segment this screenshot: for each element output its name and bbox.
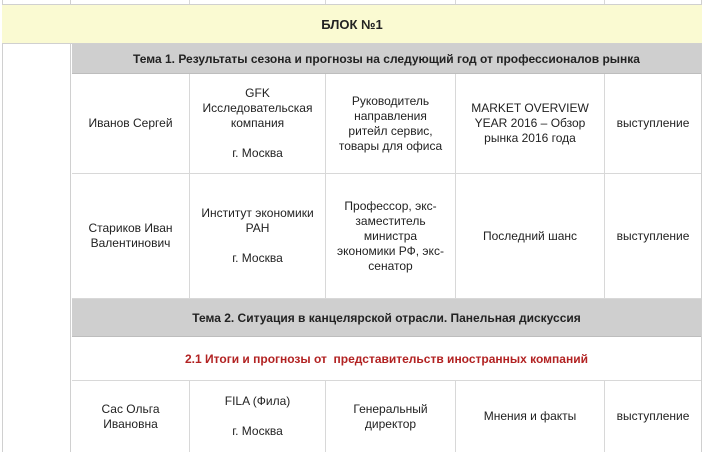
speaker-position	[326, 174, 456, 298]
block-title: БЛОК №1	[321, 16, 383, 32]
speaker-name	[72, 381, 190, 452]
talk-format	[605, 74, 701, 173]
talk-format	[605, 381, 701, 452]
talk-topic-text: MARKET OVERVIEW YEAR 2016 – Обзор рынка 2016 года	[471, 101, 589, 145]
topic-1-title: Тема 1. Результаты сезона и прогнозы на следующий год от профессионалов рынка	[133, 51, 640, 66]
topic-1-header	[72, 44, 701, 74]
right-border	[701, 0, 702, 452]
speaker-organization	[190, 381, 326, 452]
talk-format	[605, 174, 701, 298]
speaker-organization	[190, 174, 326, 298]
table-row	[72, 174, 701, 299]
speaker-organization	[190, 74, 326, 173]
speaker-name-text: Сас Ольга Ивановна	[101, 401, 160, 431]
speaker-position	[326, 381, 456, 452]
position-text: Руководитель направления ритейл сервис, товары для офиса	[338, 93, 443, 153]
speaker-name-text: Иванов Сергей	[88, 116, 173, 130]
talk-format-text: выступление	[616, 228, 690, 243]
city-text: г. Москва	[232, 146, 283, 160]
speaker-name	[72, 74, 190, 173]
topic-2-header	[72, 299, 701, 337]
city-text: г. Москва	[232, 251, 283, 265]
position-text: Генеральный директор	[353, 401, 428, 431]
talk-topic	[456, 74, 605, 173]
position-text: Профессор, экс-заместитель министра экономики РФ, экс-сенатор	[337, 198, 444, 273]
talk-format-text: выступление	[616, 116, 690, 130]
topic-2-subtitle: 2.1 Итоги и прогнозы от представительств иностранных компаний	[185, 351, 588, 366]
topic-2-subheader	[72, 337, 701, 381]
talk-topic-text: Мнения и факты	[483, 409, 577, 423]
talk-topic	[456, 174, 605, 298]
table-row	[72, 381, 701, 452]
left-column	[2, 0, 71, 452]
talk-topic-text: Последний шанс	[482, 228, 577, 243]
organization-text: GFK Исследовательская компания	[202, 86, 313, 130]
organization-text: Институт экономики РАН	[201, 206, 314, 235]
table-row	[72, 74, 701, 174]
organization-text: FILA (Фила)	[224, 394, 291, 408]
topic-2-title: Тема 2. Ситуация в канцелярской отрасли. Панельная дискуссия	[192, 310, 581, 325]
city-text: г. Москва	[232, 424, 283, 438]
talk-topic	[456, 381, 605, 452]
block-header	[2, 4, 702, 44]
speaker-position	[326, 74, 456, 173]
speaker-name	[72, 174, 190, 298]
speaker-name-text: Стариков Иван Валентинович	[88, 221, 173, 250]
talk-format-text: выступление	[616, 409, 690, 423]
